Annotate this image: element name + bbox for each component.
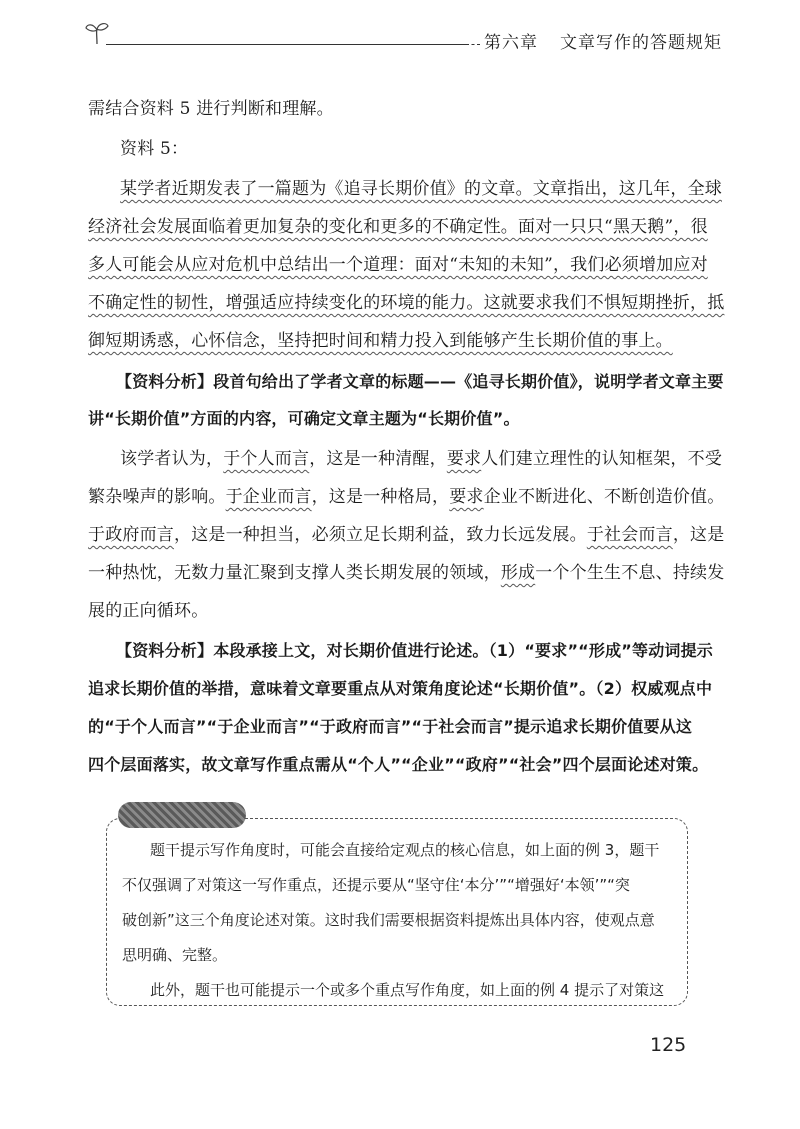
tip-badge-graphic [118, 802, 246, 828]
header-rule [106, 44, 466, 45]
analysis-line: 【资料分析】段首句给出了学者文章的标题——《追寻长期价值》，说明学者文章主要 [116, 372, 724, 391]
material-text: ，这是一种格局， [311, 487, 450, 507]
material-paragraph-line [88, 486, 725, 508]
keyword-verb: 形成 [500, 563, 536, 583]
analysis-line: 【资料分析】本段承接上文，对长期价值进行论述。（1）“要求”“形成”等动词提示 [116, 641, 713, 660]
material-paragraph-line [88, 292, 725, 314]
keyword-phrase: 于社会而言 [586, 525, 673, 545]
analysis-line: 四个层面落实，故文章写作重点需从“个人”“企业”“政府”“社会”四个层面论述对策。 [88, 755, 709, 774]
material-text: 繁杂噪声的影响。 [88, 487, 226, 507]
material-paragraph-line [88, 216, 712, 238]
material-paragraph-line [88, 524, 725, 546]
material-text: 人们建立理性的认知框架，不受 [481, 449, 723, 469]
material-text: 多人可能会从应对危机中总结出一个道理：面对“未知的未知”，我们必须增加应对 [88, 255, 708, 275]
material-text: 经济社会发展面临着更加复杂的变化和更多的不确定性。面对一只只“黑天鹅”，很 [88, 217, 708, 237]
material-paragraph-line [88, 562, 725, 584]
tip-line: 题干提示写作角度时，可能会直接给定观点的核心信息，如上面的例 3，题干 [150, 841, 660, 859]
analysis-line: 讲“长期价值”方面的内容，可确定文章主题为“长期价值”。 [88, 409, 520, 428]
material-text: 一种热忱，无数力量汇聚到支撑人类长期发展的领域， [88, 563, 501, 583]
page-number: 125 [650, 1034, 687, 1056]
material-paragraph-line: 展的正向循环。 [88, 601, 209, 621]
material-text: 不确定性的韧性，增强适应持续变化的环境的能力。这就要求我们不惧短期挫折，抵 [88, 293, 725, 313]
keyword-verb: 要求 [449, 487, 484, 507]
material-text: 该学者认为， [120, 449, 224, 469]
material-paragraph-line [88, 330, 712, 352]
material-label: 资料 5： [120, 139, 189, 159]
keyword-phrase: 于企业而言 [225, 487, 312, 507]
material-paragraph-line [88, 254, 712, 276]
tip-line: 此外，题干也可能提示一个或多个重点写作角度，如上面的例 4 提示了对策这 [150, 981, 665, 999]
material-text: 企业不断进化、不断创造价值。 [483, 487, 725, 507]
material-text: ，这是一种清醒， [309, 449, 447, 469]
sprout-icon [84, 20, 110, 46]
chapter-title: 文章写作的答题规矩 [560, 33, 722, 53]
tip-line: 思明确、完整。 [122, 946, 228, 964]
analysis-line: 的“于个人而言”“于企业而言”“于政府而言”“于社会而言”提示追求长期价值要从这 [88, 717, 693, 736]
material-text: 一个个生生不息、持续发 [535, 563, 725, 583]
material-paragraph-line [120, 178, 722, 200]
material-text: 某学者近期发表了一篇题为《追寻长期价值》的文章。文章指出，这几年，全球 [120, 179, 722, 199]
tip-line: 破创新”这三个角度论述对策。这时我们需要根据资料提炼出具体内容，使观点意 [122, 911, 655, 929]
keyword-phrase: 于政府而言 [88, 525, 174, 545]
material-text: ，这是一种担当，必须立足长期利益，致力长远发展。 [174, 525, 587, 545]
material-paragraph-line [120, 448, 723, 470]
keyword-phrase: 于个人而言 [223, 449, 310, 469]
tip-line: 不仅强调了对策这一写作重点，还提示要从“坚守住‘本分’”“增强好‘本领’”“突 [122, 876, 630, 894]
material-text: 御短期诱惑，心怀信念，坚持把时间和精力投入到能够产生长期价值的事上。 [88, 331, 673, 351]
chapter-number: 第六章 [484, 33, 538, 53]
header-dash [466, 44, 480, 45]
keyword-verb: 要求 [446, 449, 482, 469]
intro-line: 需结合资料 5 进行判断和理解。 [88, 99, 334, 119]
analysis-line: 追求长期价值的举措，意味着文章要重点从对策角度论述“长期价值”。（2）权威观点中 [88, 679, 713, 698]
running-header [484, 28, 722, 53]
material-text: ，这是 [672, 525, 725, 545]
